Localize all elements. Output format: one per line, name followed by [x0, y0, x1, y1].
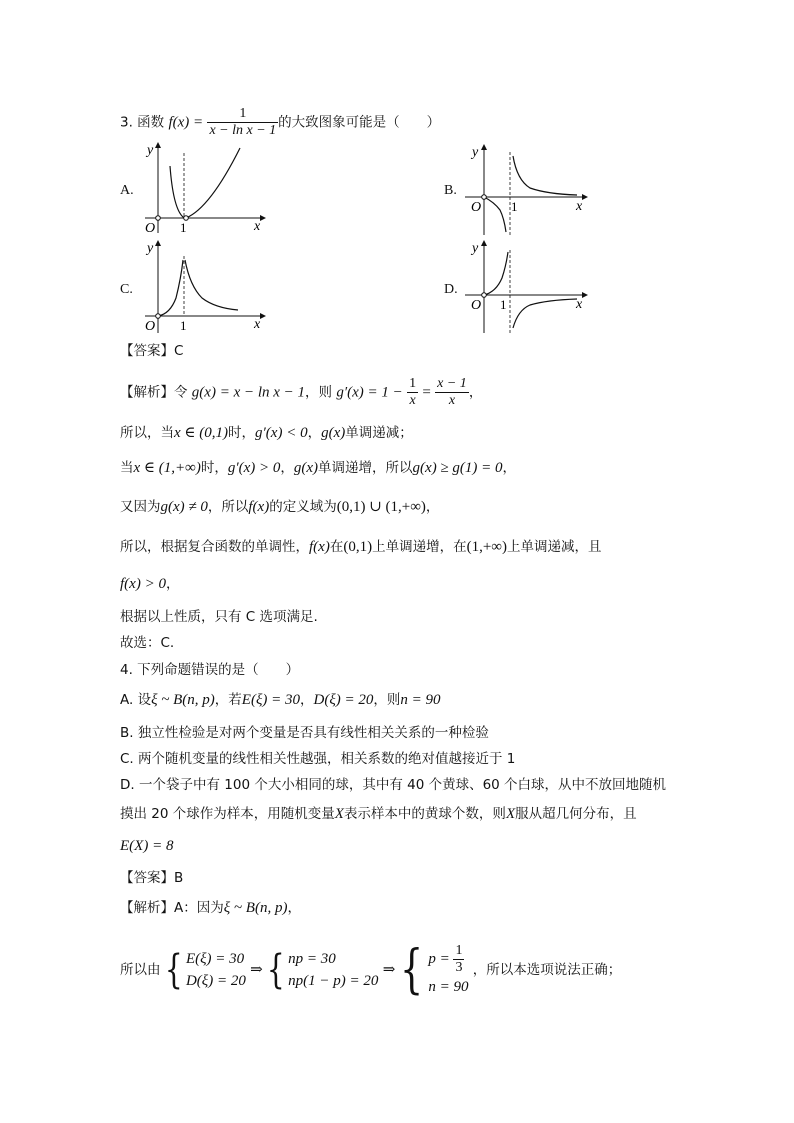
q3-prefix: 3. 函数: [120, 114, 165, 131]
text: 上单调递增，在: [372, 539, 467, 555]
text: ，: [307, 425, 322, 441]
text: ，所以本选项说法正确；: [472, 962, 622, 978]
q3-answer: 【答案】C: [120, 343, 184, 359]
math-g: g(x) = x − ln x − 1: [191, 384, 306, 401]
text: 单调递增，所以: [318, 460, 413, 476]
option-a-label: A.: [120, 183, 134, 198]
graph-b-y-label: y: [472, 145, 479, 160]
math: (0,1) ∪ (1,+∞): [336, 499, 426, 515]
q4-option-d-line-1: D. 一个袋子中有 100 个大小相同的球，其中有 40 个黄球、60 个白球，从中不放回地随机: [120, 777, 667, 793]
math: E(X) = 8: [120, 838, 174, 854]
left-brace: {: [266, 947, 285, 993]
left-brace: {: [164, 947, 183, 993]
equation: np = 30: [288, 951, 336, 967]
fraction: [453, 943, 464, 976]
math: X: [505, 806, 516, 822]
graph-d-origin: O: [471, 298, 482, 313]
text: 【解析】令: [120, 384, 188, 401]
text: ，若: [214, 692, 242, 708]
q4-answer: 【答案】B: [120, 870, 184, 886]
equation: n = 90: [428, 978, 469, 995]
q4-option-a: [120, 690, 441, 710]
q3-analysis-line-7: 根据以上性质，只有 C 选项满足.: [120, 609, 318, 625]
math: E(ξ) = 30: [241, 692, 300, 708]
text: 【解析】A：因为: [120, 900, 224, 916]
q3-analysis-line-2: [120, 423, 413, 443]
text: ，所以: [207, 499, 249, 515]
graph-c-tick: 1: [180, 318, 187, 333]
q3-frac-num: 1: [207, 106, 278, 123]
math: ξ ~ B(n, p): [151, 692, 215, 708]
graph-a-tick: 1: [180, 220, 187, 235]
graph-d-tick: 1: [500, 297, 507, 312]
graph-b: [462, 140, 592, 240]
q4-option-d-line-2: [120, 804, 637, 824]
graph-b-x-label: x: [576, 199, 583, 214]
math: D(ξ) = 20: [313, 692, 374, 708]
math: ξ ~ B(n, p): [223, 900, 288, 916]
math: f(x): [309, 539, 330, 555]
q3-analysis-line-3: [120, 458, 516, 478]
equals: =: [422, 384, 431, 401]
text: 所以，当: [120, 425, 174, 441]
q3-analysis-line-4: [120, 497, 439, 517]
math: x ∈ (0,1): [174, 425, 229, 441]
math: X: [334, 806, 344, 822]
math: g(x) ≠ 0: [160, 499, 208, 515]
frac-den: x: [409, 393, 416, 408]
graph-c-x-label: x: [254, 317, 261, 332]
option-d-label: D.: [444, 282, 458, 297]
q3-analysis-line-6: [120, 574, 179, 594]
implies-arrow: ⇒: [382, 962, 396, 978]
equation: np(1 − p) = 20: [288, 973, 379, 989]
math: g′(x) > 0: [227, 460, 281, 476]
text: 的定义域为: [269, 499, 337, 515]
graph-c-origin: O: [145, 319, 156, 334]
text: 时，: [228, 425, 256, 441]
text: ，: [425, 499, 440, 515]
system-3: [428, 943, 468, 998]
math: n = 90: [400, 692, 441, 708]
q4-analysis-line-1: [120, 898, 301, 918]
graph-d: [462, 238, 592, 338]
text: ，: [468, 384, 483, 401]
text: ，: [287, 900, 301, 916]
fraction: [435, 376, 469, 409]
q3-analysis-line-1: [120, 376, 482, 409]
text: 上单调递减，且: [506, 539, 602, 555]
left-brace: {: [400, 940, 424, 1000]
frac-num: 1: [409, 376, 417, 391]
text: A. 设: [120, 692, 152, 708]
text: ，则: [305, 384, 333, 401]
frac-den: 3: [455, 959, 463, 975]
text: 在: [329, 539, 344, 555]
math: g(x) ≥ g(1) = 0: [412, 460, 503, 476]
equation: E(ξ) = 30: [185, 951, 245, 967]
q3-analysis-line-5: [120, 537, 601, 557]
graph-b-tick: 1: [511, 199, 518, 214]
text: 服从超几何分布，且: [515, 806, 637, 822]
graph-c: [140, 238, 270, 338]
q3-fraction: [207, 106, 278, 139]
math: (0,1): [343, 539, 373, 555]
frac-num: 1: [455, 942, 463, 958]
math-gprime: g′(x) = 1 −: [336, 384, 403, 401]
text: ，则: [373, 692, 401, 708]
system-1: [186, 948, 246, 992]
graph-c-y-label: y: [147, 241, 154, 256]
graph-a-x-label: x: [254, 219, 261, 234]
implies-arrow: ⇒: [250, 962, 263, 978]
q3-frac-den: x − ln x − 1: [209, 123, 277, 138]
math: x ∈ (1,+∞): [133, 460, 201, 476]
text: 摸出 20 个球作为样本，用随机变量: [120, 806, 335, 822]
q3-stem: [120, 106, 440, 139]
math: (1,+∞): [466, 539, 507, 555]
option-b-label: B.: [444, 183, 457, 198]
q4-option-c: C. 两个随机变量的线性相关性越强，相关系数的绝对值越接近于 1: [120, 751, 516, 767]
fraction: [407, 376, 418, 409]
graph-a-y-label: y: [147, 143, 154, 158]
graph-a: [140, 138, 270, 238]
text: ，: [300, 692, 314, 708]
text: 单调递减；: [345, 425, 413, 441]
math: f(x): [248, 499, 270, 515]
system-2: [288, 948, 378, 992]
text: ，: [165, 576, 180, 592]
q3-suffix: 的大致图象可能是（ ）: [278, 114, 441, 131]
q3-function-lhs: f(x) =: [168, 114, 204, 131]
q3-analysis-line-8: 故选：C.: [120, 635, 175, 651]
frac-num: x − 1: [437, 376, 467, 391]
q4-option-d-line-3: [120, 836, 173, 856]
option-c-label: C.: [120, 282, 133, 297]
text: 所以，根据复合函数的单调性，: [120, 539, 309, 555]
text: ，: [502, 460, 517, 476]
math: g(x): [321, 425, 346, 441]
graph-d-y-label: y: [472, 241, 479, 256]
equation: p =: [428, 950, 450, 967]
frac-den: x: [448, 393, 456, 408]
math: f(x) > 0: [120, 576, 166, 592]
text: 时，: [200, 460, 228, 476]
text: 所以由: [120, 962, 161, 978]
text: 又因为: [120, 499, 161, 515]
text: ，: [280, 460, 294, 476]
graph-a-origin: O: [145, 221, 156, 236]
math: g′(x) < 0: [255, 425, 308, 441]
graph-b-origin: O: [471, 200, 482, 215]
q4-option-b: B. 独立性检验是对两个变量是否具有线性相关关系的一种检验: [120, 725, 489, 741]
q4-analysis-line-2: [120, 940, 621, 1000]
graph-d-x-label: x: [576, 297, 583, 312]
q4-stem: 4. 下列命题错误的是（ ）: [120, 662, 300, 678]
math: g(x): [293, 460, 319, 476]
text: 当: [120, 460, 134, 476]
text: 表示样本中的黄球个数，则: [343, 806, 506, 822]
equation: D(ξ) = 20: [185, 973, 246, 989]
